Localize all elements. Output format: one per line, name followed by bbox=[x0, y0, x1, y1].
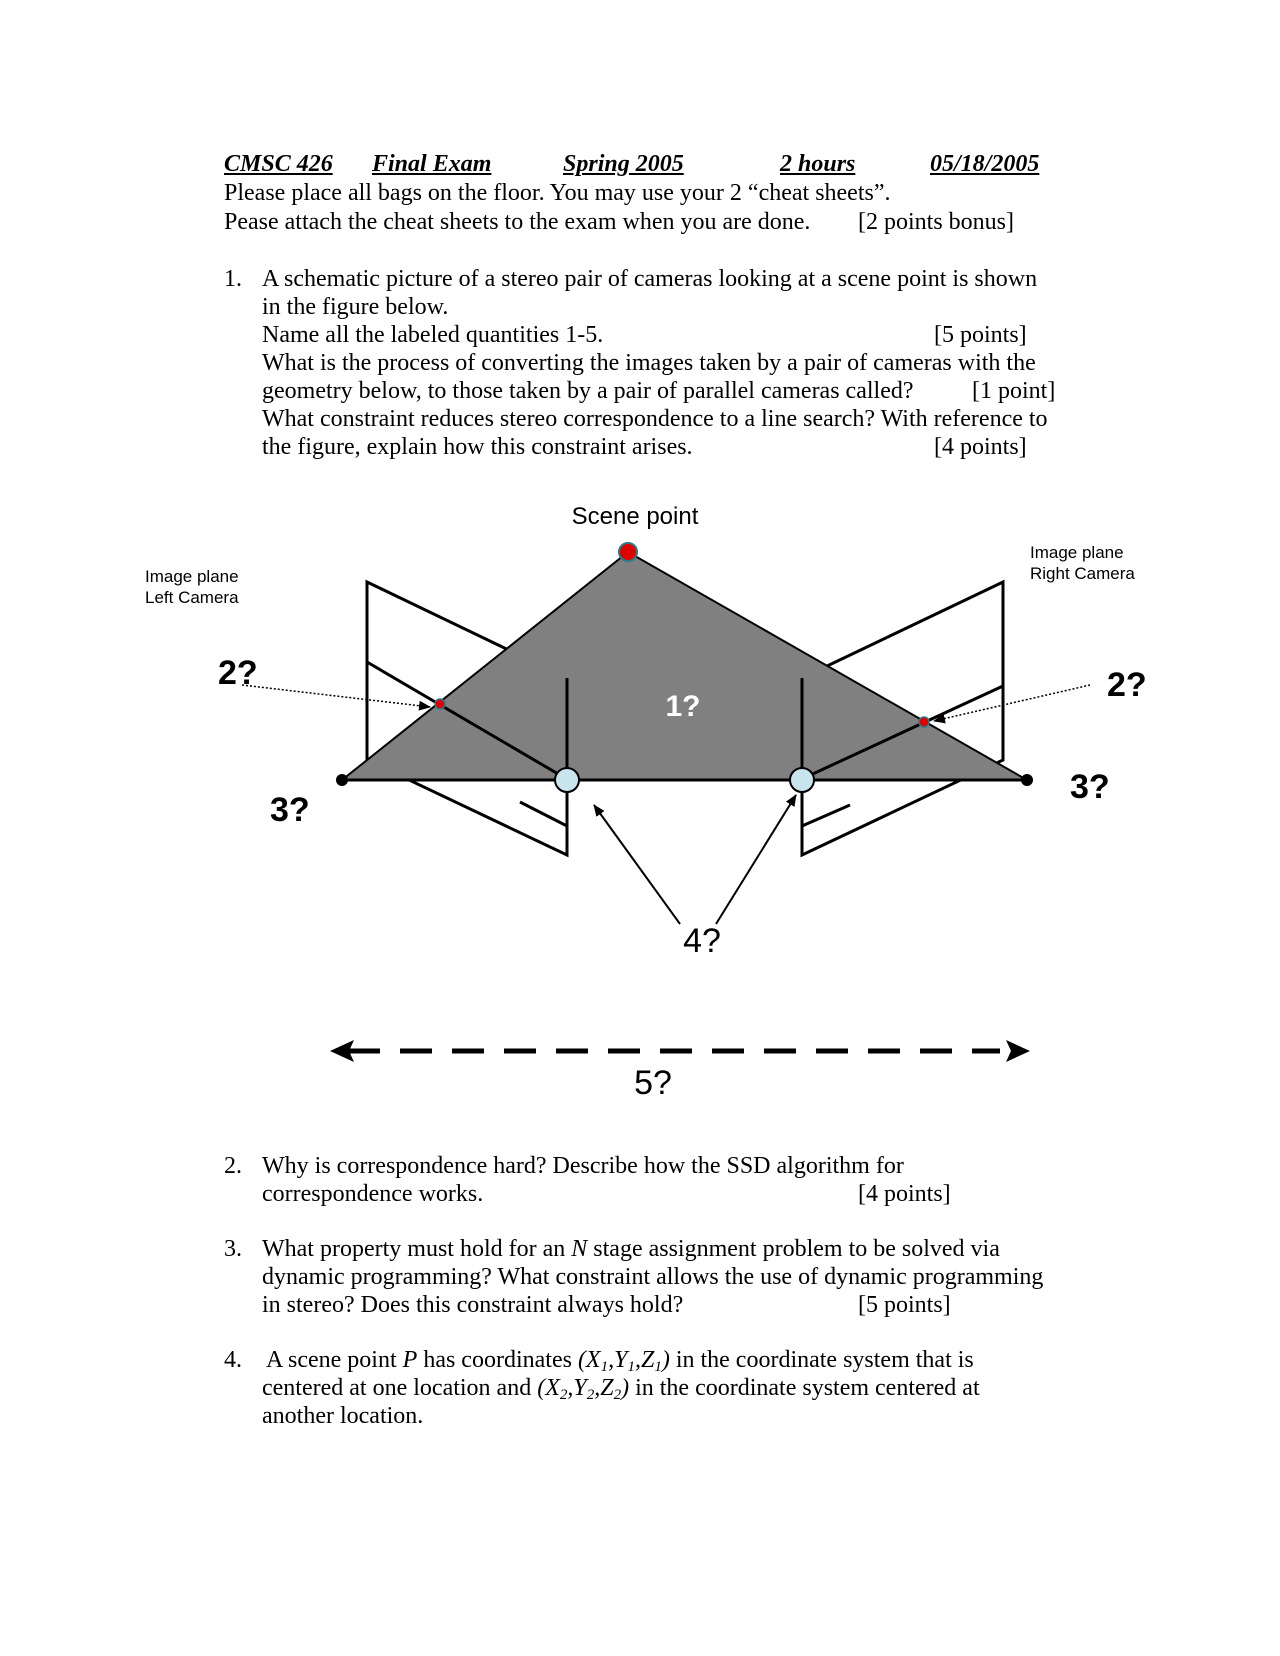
q1-line-3: Name all the labeled quantities 1-5. bbox=[262, 322, 604, 348]
q2-line-2: correspondence works. bbox=[262, 1181, 484, 1207]
q4-line-3: another location. bbox=[262, 1403, 424, 1429]
q1-points-a: [5 points] bbox=[934, 322, 1027, 348]
instruction-line-1: Please place all bags on the floor. You may use your 2 “cheat sheets”. bbox=[224, 180, 891, 206]
epipolar-plane bbox=[342, 552, 1027, 780]
q2-points: [4 points] bbox=[858, 1181, 951, 1207]
instruction-line-2: Pease attach the cheat sheets to the exam when you are done. bbox=[224, 209, 811, 235]
scene-point-dot bbox=[619, 543, 637, 561]
label-4: 4? bbox=[683, 922, 721, 960]
exam-duration: 2 hours bbox=[780, 151, 856, 177]
q3-line-2: dynamic programming? What constraint allows the use of dynamic programming bbox=[262, 1264, 1044, 1290]
right-end-dot bbox=[1021, 774, 1033, 786]
q1-line-7: the figure, explain how this constraint arises. bbox=[262, 434, 693, 460]
left-plane-label-2: Left Camera bbox=[145, 588, 239, 607]
exam-title: Final Exam bbox=[372, 151, 492, 177]
right-camera-center bbox=[790, 768, 814, 792]
label-5: 5? bbox=[634, 1064, 672, 1102]
label-2-left: 2? bbox=[218, 654, 258, 692]
exam-date: 05/18/2005 bbox=[930, 151, 1040, 177]
q4-number: 4. bbox=[224, 1347, 242, 1373]
label-3-left: 3? bbox=[270, 791, 310, 829]
q3-line-1: What property must hold for an N stage assignment problem to be solved via bbox=[262, 1236, 1000, 1262]
scene-point-label: Scene point bbox=[571, 503, 699, 530]
left-plane-label-1: Image plane bbox=[145, 567, 239, 586]
q4-line-1: A scene point P has coordinates $(X_1,Y_1,Z_1)$ in the coordinate system that is bbox=[266, 1347, 974, 1375]
q4-line-2: centered at one location and $(X_2,Y_2,Z_2)$ in the coordinate system centered at bbox=[262, 1375, 980, 1403]
q1-points-b: [1 point] bbox=[972, 378, 1056, 404]
q3-points: [5 points] bbox=[858, 1292, 951, 1318]
q3-line-3: in stereo? Does this constraint always hold? bbox=[262, 1292, 684, 1318]
q1-number: 1. bbox=[224, 266, 242, 292]
q1-points-c: [4 points] bbox=[934, 434, 1027, 460]
bonus-points: [2 points bonus] bbox=[858, 209, 1014, 235]
right-image-point bbox=[919, 717, 929, 727]
right-plane-label-1: Image plane bbox=[1030, 543, 1124, 562]
q1-line-2: in the figure below. bbox=[262, 294, 449, 320]
label-1: 1? bbox=[665, 690, 701, 723]
label-2-right: 2? bbox=[1107, 666, 1147, 704]
stereo-figure bbox=[0, 480, 1280, 1160]
q1-line-6: What constraint reduces stereo correspondence to a line search? With reference to bbox=[262, 406, 1048, 432]
q1-line-1: A schematic picture of a stereo pair of cameras looking at a scene point is shown bbox=[262, 266, 1038, 292]
label-3-right: 3? bbox=[1070, 768, 1110, 806]
course-code: CMSC 426 bbox=[224, 151, 333, 177]
q1-line-5: geometry below, to those taken by a pair of parallel cameras called? bbox=[262, 378, 914, 404]
q1-line-4: What is the process of converting the images taken by a pair of cameras with the bbox=[262, 350, 1036, 376]
left-camera-center bbox=[555, 768, 579, 792]
left-image-point bbox=[435, 699, 445, 709]
exam-term: Spring 2005 bbox=[563, 151, 684, 177]
left-end-dot bbox=[336, 774, 348, 786]
q3-number: 3. bbox=[224, 1236, 242, 1262]
right-plane-label-2: Right Camera bbox=[1030, 564, 1135, 583]
q2-line-1: Why is correspondence hard? Describe how the SSD algorithm for bbox=[262, 1153, 904, 1179]
q2-number: 2. bbox=[224, 1153, 242, 1179]
